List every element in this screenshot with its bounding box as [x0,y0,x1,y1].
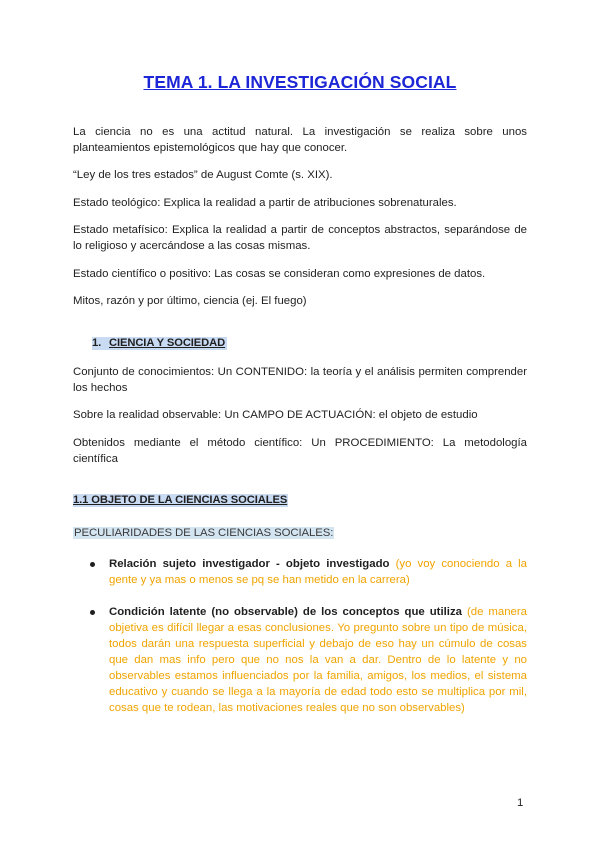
bullet-bold-text: Relación sujeto investigador - objeto investigado [109,558,390,570]
bullet-note-text: (yo voy conociendo a la gente y ya mas o menos se pq se han metido en la carrera) [109,558,528,586]
page-title: TEMA 1. LA INVESTIGACIÓN SOCIAL [143,72,457,92]
bullet-dot-icon [90,562,95,567]
section-heading-ciencia-y-sociedad [92,337,227,350]
page-number: 1 [517,797,524,809]
intro-paragraph-6: Mitos, razón y por último, ciencia (ej. El fuego) [73,295,307,307]
bullet-item [109,604,527,716]
intro-paragraph-4: Estado metafísico: Explica la realidad a partir de conceptos abstractos, separándose de lo religioso y acercándose a las cosas mismas. [73,224,527,252]
intro-paragraph-2: “Ley de los tres estados” de August Comte (s. XIX). [73,169,333,181]
intro-paragraph-5: Estado científico o positivo: Las cosas se consideran como expresiones de datos. [73,268,486,280]
bullet-bold-text: Condición latente (no observable) de los conceptos que utiliza [109,606,462,618]
section1-paragraph-1: Conjunto de conocimientos: Un CONTENIDO: la teoría y el análisis permiten comprender los hechos [73,366,527,394]
subheading-peculiaridades: PECULIARIDADES DE LAS CIENCIAS SOCIALES: [74,527,334,539]
intro-paragraph-3: Estado teológico: Explica la realidad a partir de atribuciones sobrenaturales. [73,197,457,209]
section-heading-objeto: 1.1 OBJETO DE LA CIENCIAS SOCIALES [73,494,288,506]
intro-paragraph-1: La ciencia no es una actitud natural. La investigación se realiza sobre unos planteamientos epistemológicos que hay que conocer. [73,126,527,154]
section1-paragraph-2: Sobre la realidad observable: Un CAMPO DE ACTUACIÓN: el objeto de estudio [73,409,478,421]
bullet-dot-icon [90,610,95,615]
section1-paragraph-3: Obtenidos mediante el método científico: Un PROCEDIMIENTO: La metodología científica [73,437,527,465]
bullet-note-text: (de manera objetiva es difícil llegar a esas conclusiones. Yo pregunto sobre un tipo de música, todos darán una respuesta superficial y debajo de eso hay un cúmulo de cosas que dan mas info pero que no nos la van a dar. Dentro de lo latente y no observables estamos influenciados por la familia, amigos, los medios, el sistema educativo y cuando se llega a la mayoría de edad todo esto se multiplica por mil, cosas que te rodean, las motivaciones reales que no son observables) [109,606,527,714]
section-number: 1. [92,337,102,349]
section-heading-text: CIENCIA Y SOCIEDAD [109,337,226,349]
bullet-item [109,556,527,588]
